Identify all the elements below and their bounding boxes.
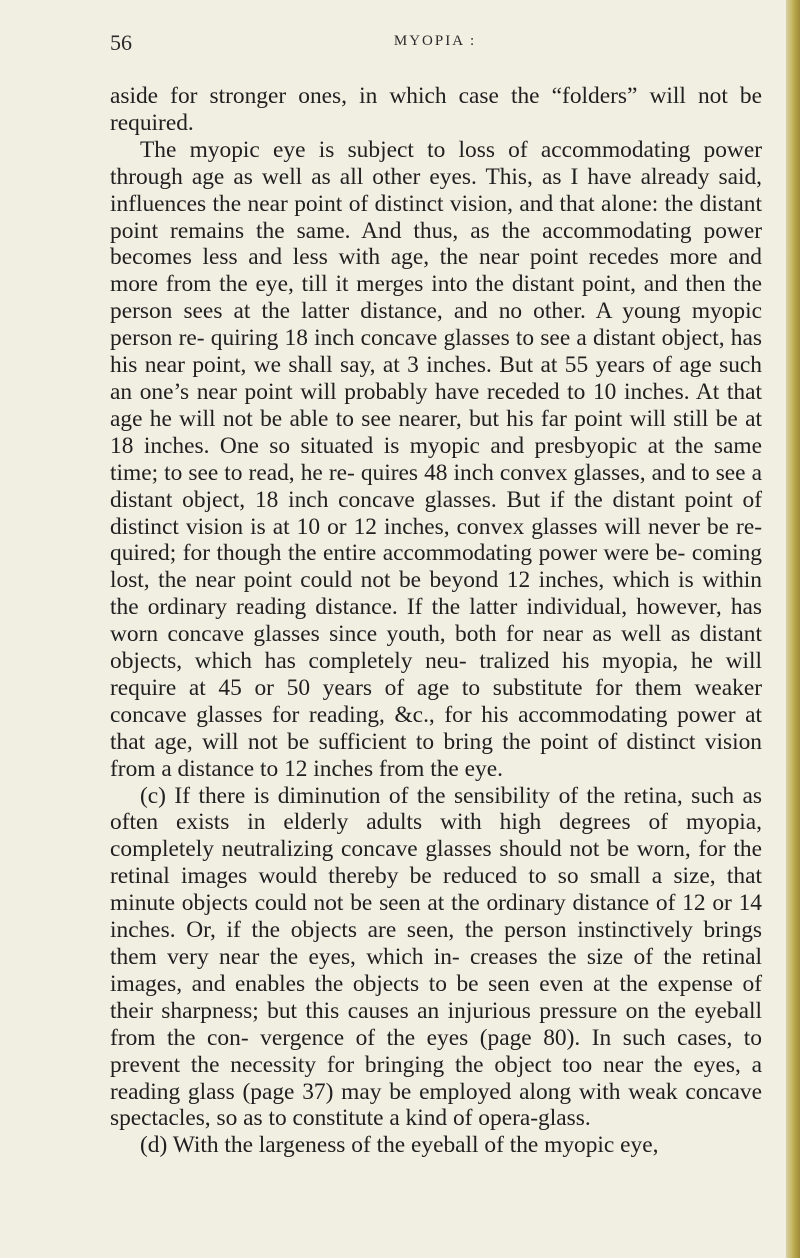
page-edge xyxy=(786,0,800,1258)
page-number: 56 xyxy=(110,30,132,55)
running-head: MYOPIA : xyxy=(393,33,477,49)
paragraph-myopic-eye-accommodation: The myopic eye is subject to loss of accommodating power through age as well as all other eyes. This, as I have already said, influences the near point of distinct vision, and that alone: the distant point remains the same. And thus, as the accommodating power becomes less and less with age, the near point recedes more and more from the eye, till it merges into the distant point, and then the person sees at the latter distance, and no other. A young myopic person re- quiring 18 inch concave glasses to see a distant object, has his near point, we shall say, at 3 inches. But at 55 years of age such an one’s near point will probably have receded to 10 inches. At that age he will not be able to see nearer, but his far point will still be at 18 inches. One so situated is myopic and presbyopic at the same time; to see to read, he re- quires 48 inch convex glasses, and to see a distant object, 18 inch concave glasses. But if the distant point of distinct vision is at 10 or 12 inches, convex glasses will never be re- quired; for though the entire accommodating power were be- coming lost, the near point could not be beyond 12 inches, which is within the ordinary reading distance. If the latter individual, however, has worn concave glasses since youth, both for near as well as distant objects, which has completely neu- tralized his myopia, he will require at 45 or 50 years of age to substitute for them weaker concave glasses for reading, &c., for his accommodating power at that age, will not be sufficient to bring the point of distinct vision from a distance to 12 inches from the eye. xyxy=(110,136,762,782)
body-text xyxy=(110,83,762,1159)
paragraph-c-retina-sensibility: (c) If there is diminution of the sensibility of the retina, such as often exists in elderly adults with high degrees of myopia, completely neutralizing concave glasses should not be worn, for the retinal images would thereby be reduced to so small a size, that minute objects could not be seen at the ordinary distance of 12 or 14 inches. Or, if the objects are seen, the person instinctively brings them very near the eyes, which in- creases the size of the retinal images, and enables the objects to be seen even at the expense of their sharpness; but this causes an injurious pressure on the eyeball from the con- vergence of the eyes (page 80). In such cases, to prevent the necessity for bringing the object too near the eyes, a reading glass (page 37) may be employed along with weak concave spectacles, so as to constitute a kind of opera-glass. xyxy=(110,782,762,1132)
paragraph-d-eyeball-largeness: (d) With the largeness of the eyeball of the myopic eye, xyxy=(140,1132,659,1159)
page-header xyxy=(110,30,760,60)
paragraph-continued: aside for stronger ones, in which case the “folders” will not be required. xyxy=(110,83,762,136)
